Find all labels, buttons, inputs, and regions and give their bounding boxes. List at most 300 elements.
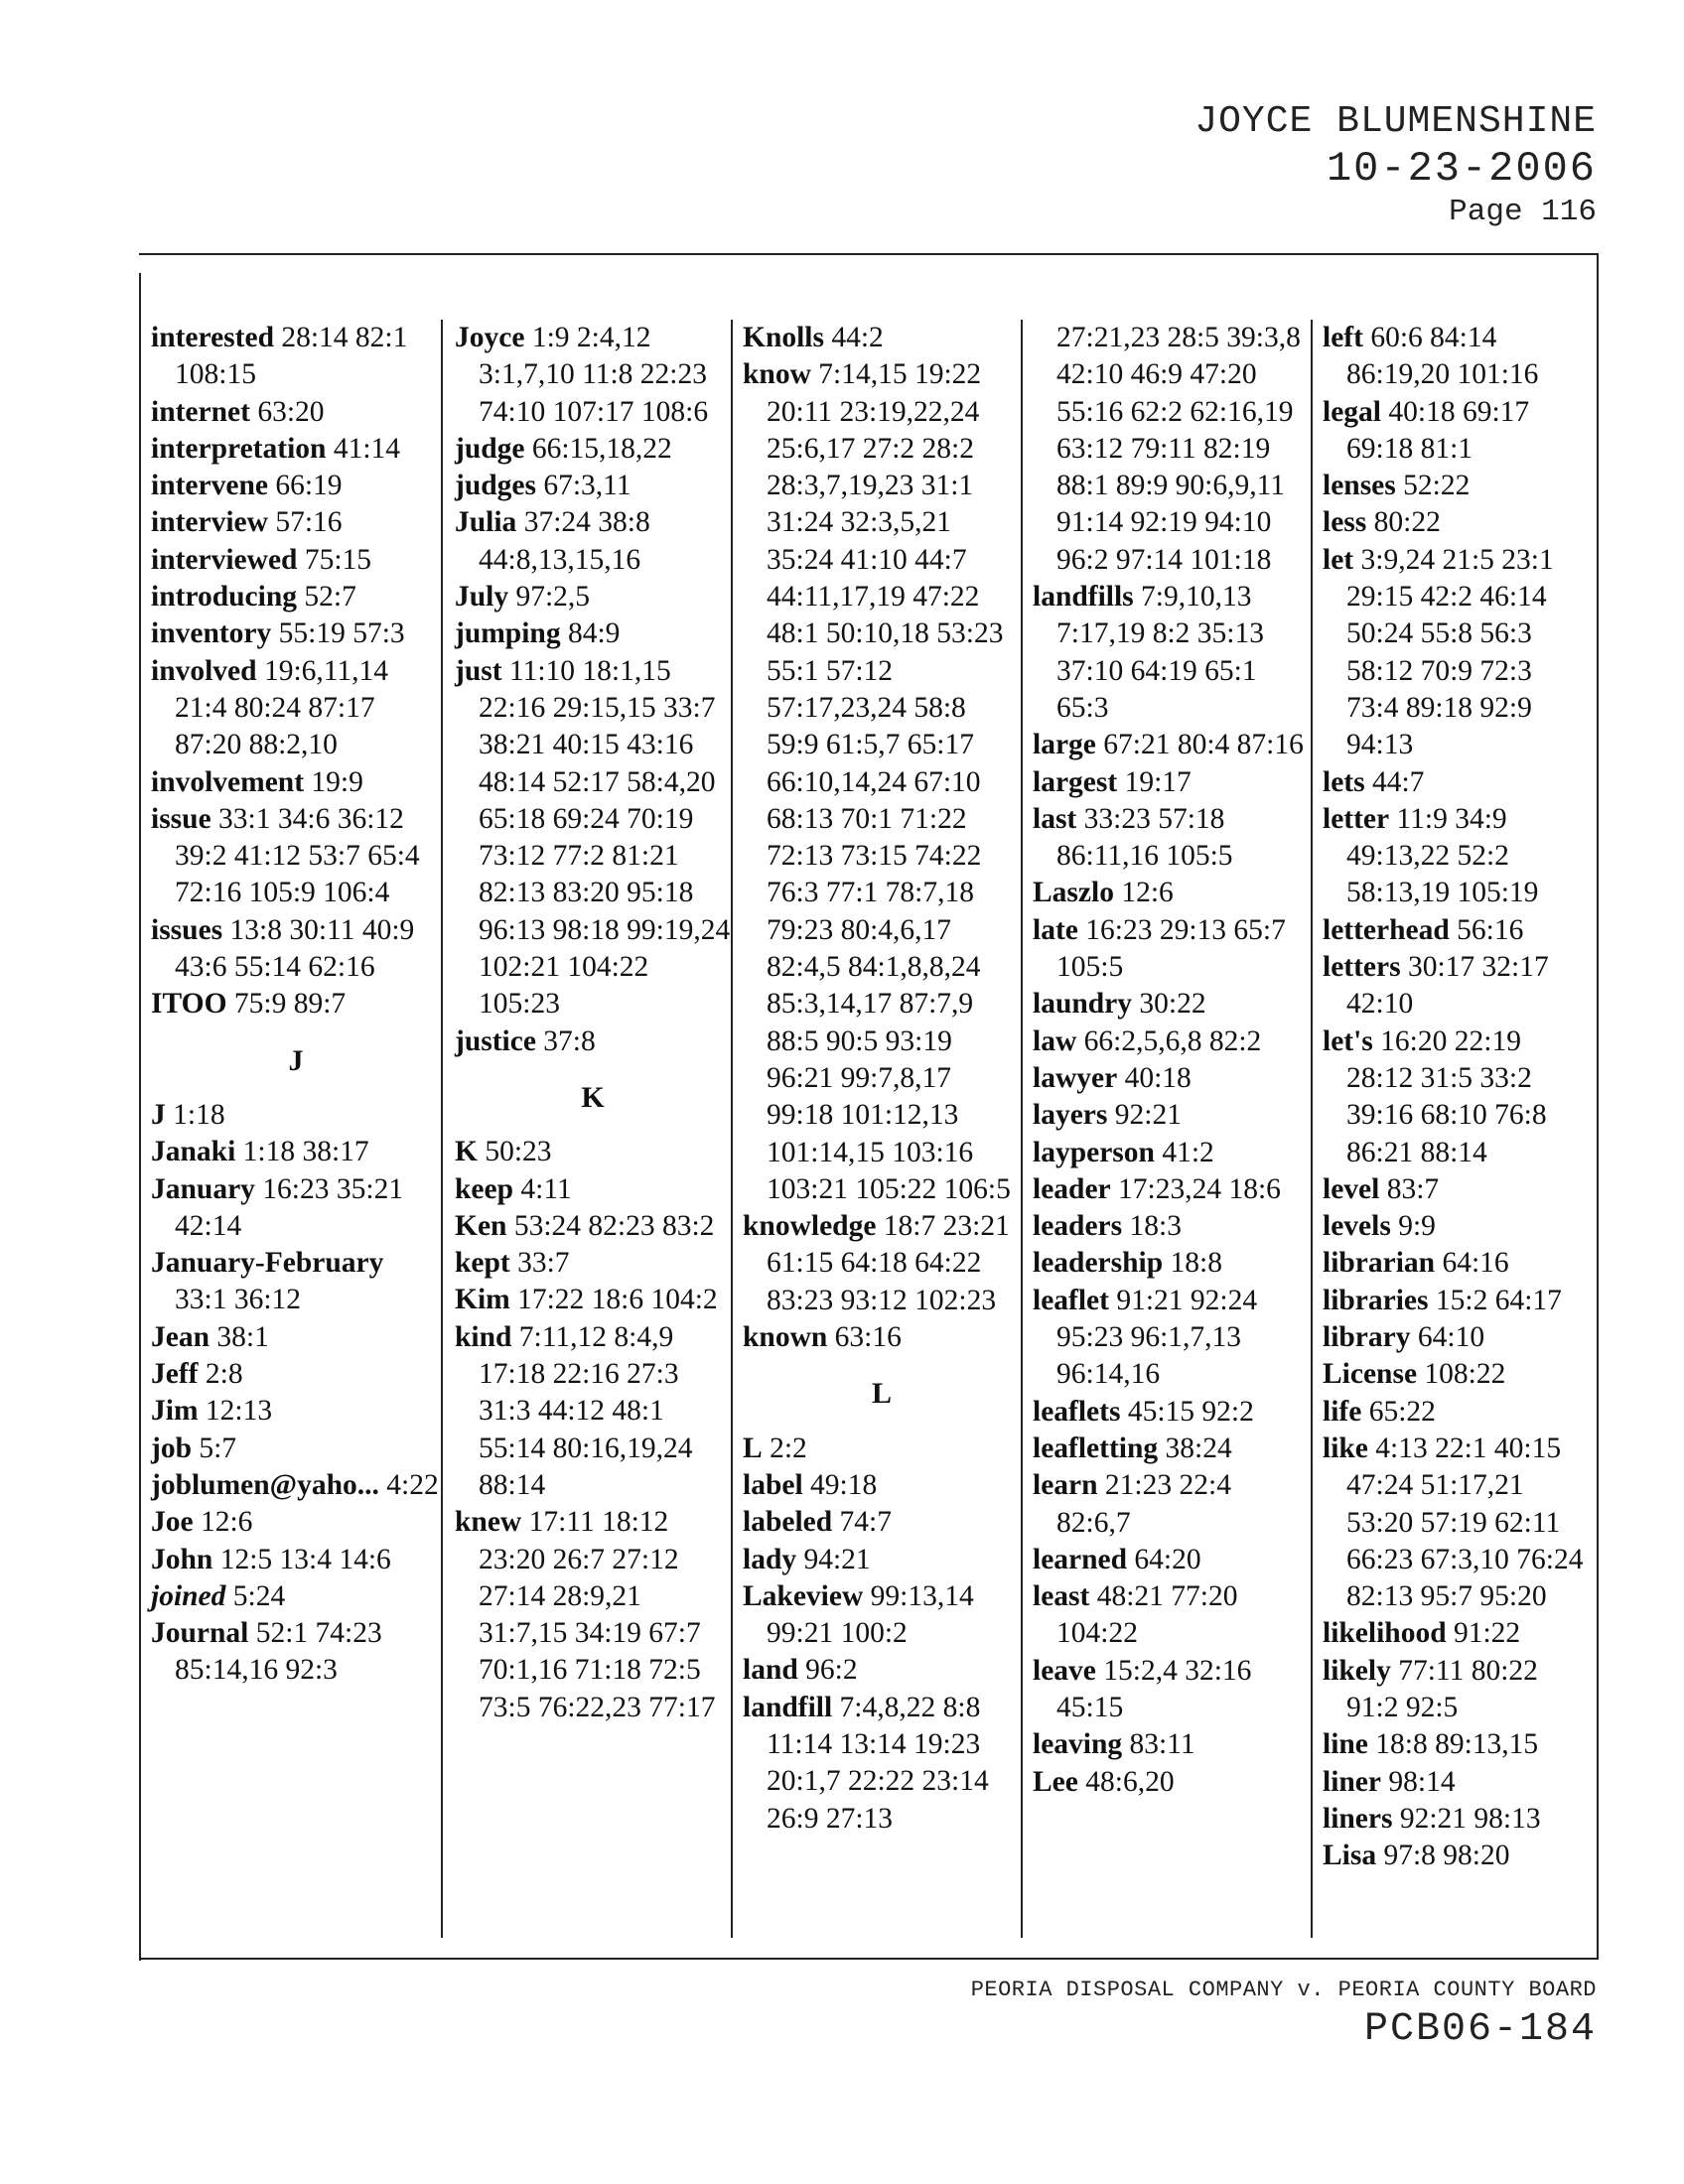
index-entry [151,320,441,394]
index-word: knowledge [743,1210,877,1243]
page-line-references: 37:24 38:8 44:8,13,15,16 [479,506,650,576]
index-word: leave [1033,1654,1096,1687]
index-word: landfill [743,1691,833,1723]
index-entry [1033,1245,1311,1282]
index-entry [1323,1283,1587,1319]
page-line-references: 91:21 92:24 95:23 96:1,7,13 96:14,16 [1056,1284,1258,1391]
index-word: let [1323,543,1354,576]
index-column-5 [1311,320,1587,1938]
index-word: left [1323,322,1363,353]
index-word: inventory [151,617,272,650]
index-entry [455,1319,731,1504]
index-entry [1323,320,1587,394]
index-column-3 [731,320,1021,1938]
index-entry [455,504,731,579]
index-word: Lisa [1323,1840,1377,1872]
page-line-references: 56:16 [1457,913,1524,946]
index-entry [151,653,441,764]
index-entry [1323,1245,1587,1282]
index-word: issue [151,802,211,835]
page-line-references: 17:11 18:12 23:20 26:7 27:12 27:14 28:9,21 31:7,15 34:19 67:7 70:1,16 71:18 72:5 73:5 76:22,23 77:17 [479,1506,716,1723]
index-entry [1033,1764,1311,1801]
index-word: lady [743,1543,797,1575]
page-line-references: 38:1 [216,1320,269,1353]
index-entry [1323,764,1587,801]
index-entry [1033,1060,1311,1097]
page-line-references: 77:11 80:22 91:2 92:5 [1346,1654,1538,1723]
page-line-references: 63:16 [834,1321,902,1354]
page-line-references: 37:8 [543,1024,596,1057]
index-word: leaders [1033,1210,1123,1243]
page-line-references: 57:16 [275,506,343,539]
index-entry [743,1431,1021,1467]
index-entry [1323,1319,1587,1356]
page-line-references: 18:3 [1129,1210,1182,1243]
index-word: introducing [151,581,297,614]
index-word: Knolls [743,322,824,353]
index-entry [151,431,441,468]
index-word: John [151,1543,213,1575]
page-line-references: 4:11 [520,1172,572,1205]
index-word: letterhead [1323,913,1450,946]
page-line-references: 97:2,5 [515,581,591,614]
page-line-references: 4:22 [386,1468,439,1501]
index-entry [1323,1171,1587,1208]
index-entry [151,764,441,801]
index-entry [455,320,731,431]
page-line-references: 16:23 35:21 42:14 [175,1172,404,1242]
index-word: job [151,1432,192,1464]
index-word: know [743,358,811,391]
page-line-references: 52:1 74:23 85:14,16 92:3 [175,1617,382,1687]
page-line-references: 18:8 [1170,1247,1222,1280]
index-entry [743,320,1021,356]
index-entry [1033,764,1311,801]
index-entry [1056,320,1311,579]
index-entry [151,468,441,504]
index-entry [455,1024,731,1060]
index-entry [1033,579,1311,727]
index-entry [151,394,441,431]
index-entry [1033,1208,1311,1245]
index-entry [1323,1431,1587,1615]
page-line-references: 1:9 2:4,12 3:1,7,10 11:8 22:23 74:10 107:17 108:6 [479,322,709,428]
page-line-references: 65:22 [1368,1395,1436,1428]
index-word: interpretation [151,432,327,465]
index-entry [455,1245,731,1282]
index-entry [1033,1542,1311,1578]
index-entry [1323,394,1587,469]
index-entry [1033,1431,1311,1467]
index-word: Joyce [455,322,525,353]
index-word: judge [455,432,525,465]
index-word: layers [1033,1099,1108,1132]
page-line-references: 30:17 32:17 42:10 [1346,951,1549,1021]
page-line-references: 16:20 22:19 28:12 31:5 33:2 39:16 68:10 76:8 86:21 88:14 [1346,1024,1547,1168]
index-word: Lee [1033,1765,1078,1798]
page-line-references: 7:14,15 19:22 20:11 23:19,22,24 25:6,17 27:2 28:2 28:3,7,19,23 31:1 31:24 32:3,5,21 35:24 41:10 44:7 44:11,17,19 47:22 48:1 50:10,18 53:23 55:1 57:12 57:17,23,24 58:8 59:9 61:5,7 65:17 66:10,14,24 67:10 68:13 70:1 71:22 72:13 73:15 74:22 76:3 77:1 78:7,18 79:23 80:4,6,17 82:4,5 84:1,8,8,24 85:3,14,17 87:7,9 88:5 90:5 93:19 96:21 99:7,8,17 99:18 101:12,13 101:14,15 103:16 103:21 105:22 106:5 [767,358,1011,1205]
index-entry [151,986,441,1023]
index-entry [1323,1615,1587,1652]
index-word: lenses [1323,470,1396,502]
index-entry [1323,949,1587,1024]
page-line-references: 64:10 [1417,1321,1485,1354]
index-word: library [1323,1321,1411,1354]
index-entry [1323,1838,1587,1874]
page-line-references: 55:19 57:3 [278,617,405,650]
index-word: keep [455,1172,513,1205]
index-entry [1323,1394,1587,1431]
index-word: layperson [1033,1136,1155,1168]
index-word: January [151,1172,255,1205]
index-word: libraries [1323,1284,1429,1316]
index-word: large [1033,729,1096,761]
index-entry [743,1542,1021,1578]
index-word: kind [455,1320,512,1353]
page-line-references: 19:9 [311,765,363,798]
index-entry [743,1578,1021,1653]
page-line-references: 63:20 [257,395,325,428]
index-entry [455,1504,731,1726]
section-letter: J [288,1043,304,1077]
page-line-references: 91:22 [1453,1617,1521,1650]
index-frame-left-border [139,273,141,1961]
index-word: like [1323,1432,1368,1464]
index-entry [455,653,731,1024]
index-word: likely [1323,1654,1391,1687]
page-line-references: 75:9 89:7 [233,988,347,1021]
page-line-references: 52:7 [304,581,356,614]
index-word: leaving [1033,1728,1123,1761]
index-word: level [1323,1172,1380,1205]
index-word: known [743,1321,828,1354]
index-entry [1033,1653,1311,1727]
page-line-references: 83:7 [1386,1172,1440,1205]
page-line-references: 12:5 13:4 14:6 [219,1543,391,1575]
index-word: Lakeview [743,1579,864,1612]
index-entry [455,1208,731,1245]
index-word: labeled [743,1506,833,1539]
page-line-references: 15:2 64:17 [1435,1284,1562,1316]
page-line-references: 99:13,14 99:21 100:2 [767,1579,974,1650]
page-line-references: 28:14 82:1 108:15 [175,322,408,391]
index-word: Jean [151,1320,210,1353]
index-entry [455,579,731,615]
index-entry [1033,801,1311,876]
page-line-references: 11:9 34:9 49:13,22 52:2 58:13,19 105:19 [1346,802,1539,909]
index-entry [1323,1653,1587,1727]
index-entry [743,1504,1021,1541]
index-word: involved [151,654,257,687]
index-entry [1323,1024,1587,1171]
page-line-references: 16:23 29:13 65:7 105:5 [1056,913,1286,984]
index-word: laundry [1033,988,1133,1021]
page-line-references: 75:15 [304,543,372,576]
index-entry [743,1319,1021,1356]
page-line-references: 45:15 92:2 [1127,1395,1254,1428]
index-entry [455,468,731,504]
deponent-name: JOYCE BLUMENSHINE [1194,100,1597,143]
index-word: librarian [1323,1247,1436,1280]
index-entry [1033,1283,1311,1394]
index-word: less [1323,506,1367,539]
index-entry [1033,1578,1311,1653]
index-entry [1033,1171,1311,1208]
index-word: Jim [151,1395,199,1428]
word-index [151,320,1587,1938]
page-line-references: 60:6 84:14 86:19,20 101:16 [1346,322,1539,391]
index-entry [151,504,441,541]
index-word: likelihood [1323,1617,1447,1650]
page-line-references: 83:11 [1129,1728,1195,1761]
index-word: letters [1323,951,1401,984]
index-entry [1323,1764,1587,1801]
page-line-references: 2:8 [205,1358,243,1391]
index-word: leafletting [1033,1432,1159,1464]
page-line-references: 12:6 [200,1506,253,1539]
page-line-references: 9:9 [1398,1210,1436,1243]
index-word: jumping [455,617,561,650]
index-entry [151,1134,441,1170]
index-word: liners [1323,1802,1393,1835]
index-word: knew [455,1506,522,1539]
page-line-references: 49:18 [810,1468,878,1501]
index-word: late [1033,913,1078,946]
index-word: leaflets [1033,1395,1121,1428]
index-word: L [743,1432,763,1464]
page-line-references: 84:9 [567,617,621,650]
index-entry [151,542,441,579]
page-line-references: 15:2,4 32:16 45:15 [1056,1654,1252,1723]
index-entry [743,1652,1021,1689]
index-word: largest [1033,765,1118,798]
index-entry [1033,727,1311,763]
page-line-references: 33:23 57:18 86:11,16 105:5 [1056,802,1233,873]
index-word: line [1323,1728,1368,1761]
index-entry [743,1467,1021,1504]
page-line-references: 94:21 [803,1543,871,1575]
index-entry [1033,1467,1311,1542]
index-entry [1323,912,1587,949]
index-entry [151,1171,441,1246]
index-entry [1323,504,1587,541]
section-letter: K [581,1080,605,1114]
index-entry [455,1282,731,1318]
page-line-references: 50:23 [485,1136,552,1168]
page-line-references: 41:14 [333,432,401,465]
index-word: letter [1323,802,1390,835]
index-entry [151,912,441,987]
index-entry [1033,1024,1311,1060]
page-line-references: 7:11,12 8:4,9 17:18 22:16 27:3 31:3 44:12 48:1 55:14 80:16,19,24 88:14 [479,1320,693,1501]
index-entry [1033,875,1311,911]
page-line-references: 64:20 [1134,1543,1201,1575]
page-line-references: 74:7 [839,1506,892,1539]
page-line-references: 64:16 [1442,1247,1509,1280]
page-line-references: 19:17 [1124,765,1192,798]
page-line-references: 48:6,20 [1085,1765,1175,1798]
page-line-references: 1:18 [173,1098,225,1131]
index-word: leaflet [1033,1284,1109,1316]
index-word: Journal [151,1617,249,1650]
page-line-references: 4:13 22:1 40:15 47:24 51:17,21 53:20 57:19 62:11 66:23 67:3,10 76:24 82:13 95:7 95:20 [1346,1432,1584,1613]
index-entry [151,1431,441,1467]
page-line-references: 12:6 [1121,877,1174,909]
index-entry [151,1504,441,1541]
index-word: joined [151,1579,226,1612]
index-word: Laszlo [1033,877,1114,909]
page-line-references: 66:15,18,22 [531,432,672,465]
page-line-references: 33:1 36:12 [175,1284,302,1316]
index-entry [151,1356,441,1393]
index-entry [1033,1726,1311,1763]
index-entry [151,1245,441,1319]
page-line-references: 48:21 77:20 104:22 [1056,1580,1238,1650]
index-word: Kim [455,1284,510,1316]
page-line-references: 12:13 [205,1395,273,1428]
page-line-references: 38:24 [1165,1432,1232,1464]
index-column-4 [1021,320,1311,1938]
index-entry [1033,1394,1311,1431]
page-line-references: 41:2 [1162,1136,1214,1168]
page-line-references: 11:10 18:1,15 22:16 29:15,15 33:7 38:21 40:15 43:16 48:14 52:17 58:4,20 65:18 69:24 70:19 73:12 77:2 81:21 82:13 83:20 95:18 96:13 98:18 99:19,24 102:21 104:22 105:23 [479,654,731,1021]
page-line-references: 33:1 34:6 36:12 39:2 41:12 53:7 65:4 72:16 105:9 106:4 [175,802,420,909]
index-word: interested [151,322,274,353]
page-line-references: 52:22 [1403,470,1471,502]
index-word: Janaki [151,1136,236,1168]
index-entry [1033,986,1311,1023]
page-line-references: 92:21 [1114,1099,1182,1132]
index-word: levels [1323,1210,1391,1243]
page-line-references: 67:21 80:4 87:16 [1103,729,1304,761]
case-number: PCB06-184 [1363,2007,1597,2052]
index-entry [1323,1356,1587,1393]
index-entry [1323,1801,1587,1838]
index-word: joblumen@yaho... [151,1468,379,1501]
page-line-references: 5:7 [199,1432,237,1464]
index-word: lawyer [1033,1061,1118,1094]
index-entry [1323,468,1587,504]
index-word: Ken [455,1209,507,1242]
index-entry [1323,542,1587,764]
index-entry [743,1690,1021,1838]
index-word: interview [151,506,268,539]
index-entry [1323,1208,1587,1245]
index-entry [151,1393,441,1430]
index-word: lets [1323,765,1365,798]
page-line-references: 5:24 [232,1579,286,1612]
page-line-references: 66:2,5,6,8 82:2 [1083,1024,1262,1057]
index-word: leader [1033,1172,1111,1205]
index-entry [151,615,441,652]
index-entry [151,1467,441,1504]
page-line-references: 67:3,11 [543,470,632,502]
index-entry [151,1542,441,1578]
index-word: legal [1323,395,1381,428]
page-line-references: 66:19 [275,470,343,502]
index-word: July [455,581,509,614]
index-entry [1033,912,1311,987]
index-word: let's [1323,1024,1373,1057]
index-word: learn [1033,1469,1098,1502]
index-word: intervene [151,470,268,502]
page-line-references: 92:21 98:13 [1399,1802,1541,1835]
page-line-references: 33:7 [517,1247,570,1280]
page-number: Page 116 [1449,195,1597,229]
page-line-references: 21:23 22:4 82:6,7 [1056,1469,1231,1539]
page-line-references: 1:18 38:17 [242,1136,369,1168]
index-word: interviewed [151,543,298,576]
index-entry [1033,1097,1311,1134]
page-line-references: 44:7 [1371,765,1425,798]
index-entry [1323,801,1587,912]
index-word: Julia [455,506,517,539]
page-line-references: 17:22 18:6 104:2 [517,1284,718,1316]
page-line-references: 44:2 [831,322,884,353]
index-word: January-February [151,1247,384,1280]
index-entry [151,801,441,912]
page-line-references: 7:9,10,13 7:17,19 8:2 35:13 37:10 64:19 65:1 65:3 [1056,581,1264,724]
index-word: least [1033,1580,1090,1613]
index-word: liner [1323,1765,1381,1798]
index-word: kept [455,1247,510,1280]
page-line-references: 17:23,24 18:6 [1118,1172,1281,1205]
index-entry [1033,1135,1311,1171]
index-entry [151,1097,441,1134]
index-word: land [743,1654,798,1687]
page-line-references: 3:9,24 21:5 23:1 29:15 42:2 46:14 50:24 55:8 56:3 58:12 70:9 72:3 73:4 89:18 92:9 94:13 [1346,543,1554,761]
page-line-references: 2:2 [770,1432,807,1464]
index-word: label [743,1468,803,1501]
page-line-references: 27:21,23 28:5 39:3,8 42:10 46:9 47:20 55:16 62:2 62:16,19 63:12 79:11 82:19 88:1 89:9 90:6,9,11 91:14 92:19 94:10 96:2 97:14 101:18 [1056,322,1301,576]
page-line-references: 18:8 89:13,15 [1375,1728,1539,1761]
page-footer [971,1976,1597,2055]
index-word: leadership [1033,1247,1164,1280]
page-line-references: 30:22 [1139,988,1206,1021]
section-letter: L [871,1377,892,1411]
index-entry [1323,1726,1587,1763]
index-entry [151,1578,441,1615]
index-word: Jeff [151,1358,199,1391]
index-entry [151,1615,441,1690]
page-line-references: 13:8 30:11 40:9 43:6 55:14 62:16 [175,913,415,984]
index-column-1 [151,320,441,1938]
index-word: involvement [151,765,305,798]
index-entry [743,1208,1021,1319]
index-word: ITOO [151,988,227,1021]
page-line-references: 96:2 [805,1654,858,1687]
index-entry [151,1319,441,1356]
index-word: judges [455,470,536,502]
index-word: J [151,1098,166,1131]
index-word: issues [151,913,223,946]
deposition-date: 10-23-2006 [1326,145,1597,193]
page-line-references: 40:18 69:17 69:18 81:1 [1346,395,1530,465]
index-entry [455,1134,731,1170]
page-line-references: 7:4,8,22 8:8 11:14 13:14 19:23 20:1,7 22:22 23:14 26:9 27:13 [767,1691,989,1835]
index-entry [151,579,441,615]
index-entry [455,615,731,652]
index-word: life [1323,1395,1362,1428]
page-header [1194,99,1597,232]
page-line-references: 80:22 [1373,506,1441,539]
index-word: landfills [1033,581,1134,614]
page-line-references: 40:18 [1124,1061,1192,1094]
index-word: learned [1033,1543,1128,1575]
index-word: law [1033,1024,1077,1057]
index-word: K [455,1136,478,1168]
page-line-references: 19:6,11,14 21:4 80:24 87:17 87:20 88:2,10 [175,654,389,761]
